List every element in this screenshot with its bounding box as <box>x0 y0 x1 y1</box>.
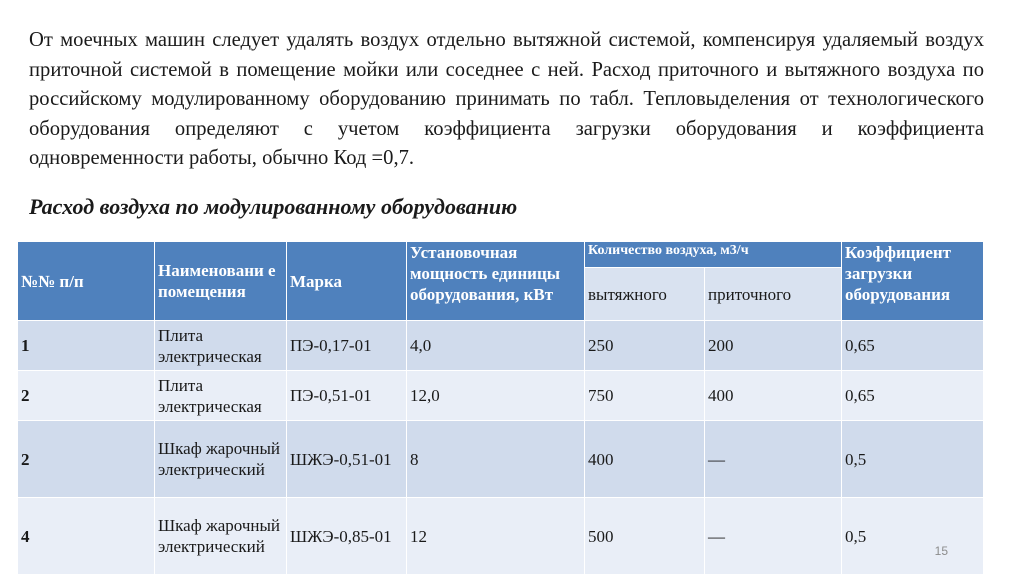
header-name: Наименовани е помещения <box>155 242 287 321</box>
body-paragraph: От моечных машин следует удалять воздух отдельно вытяжной системой, компенсируя удаляемый воздух приточной системой в помещение мойки или соседнее с ней. Расход приточного и вытяжного воздуха по российскому модулированному оборудованию принимать по табл. Тепловыделения от технологического оборудования определяют с учетом коэффициента загрузки оборудования и коэффициента одновременности работы, обычно Код =0,7. <box>29 29 984 170</box>
cell-supply: — <box>705 498 842 575</box>
cell-supply: 400 <box>705 371 842 421</box>
cell-brand: ШЖЭ-0,85-01 <box>287 498 407 575</box>
cell-num: 2 <box>18 421 155 498</box>
header-num: №№ п/п <box>18 242 155 321</box>
cell-coef: 0,65 <box>842 321 984 371</box>
cell-supply: 200 <box>705 321 842 371</box>
cell-supply: — <box>705 421 842 498</box>
cell-name: Плита электрическая <box>155 321 287 371</box>
section-heading: Расход воздуха по модулированному оборудованию <box>29 194 518 219</box>
header-supply: приточного <box>705 268 842 321</box>
cell-coef: 0,65 <box>842 371 984 421</box>
table-row <box>18 321 984 371</box>
cell-num: 2 <box>18 371 155 421</box>
cell-name: Шкаф жарочный электрический <box>155 421 287 498</box>
cell-brand: ПЭ-0,51-01 <box>287 371 407 421</box>
cell-brand: ШЖЭ-0,51-01 <box>287 421 407 498</box>
cell-brand: ПЭ-0,17-01 <box>287 321 407 371</box>
cell-num: 1 <box>18 321 155 371</box>
table-row <box>18 421 984 498</box>
table-row <box>18 498 984 575</box>
cell-coef: 0,5 <box>842 498 984 575</box>
cell-power: 4,0 <box>407 321 585 371</box>
table-row <box>18 371 984 421</box>
air-flow-table <box>17 241 984 575</box>
header-exhaust: вытяжного <box>585 268 705 321</box>
header-air-amount: Количество воздуха, м3/ч <box>585 242 842 268</box>
header-power: Установочная мощность единицы оборудования, кВт <box>407 242 585 321</box>
cell-exhaust: 750 <box>585 371 705 421</box>
cell-power: 12 <box>407 498 585 575</box>
cell-exhaust: 250 <box>585 321 705 371</box>
cell-power: 12,0 <box>407 371 585 421</box>
header-coef: Коэффициент загрузки оборудования <box>842 242 984 321</box>
cell-num: 4 <box>18 498 155 575</box>
page-number: 15 <box>934 544 948 558</box>
cell-exhaust: 500 <box>585 498 705 575</box>
cell-name: Плита электрическая <box>155 371 287 421</box>
cell-exhaust: 400 <box>585 421 705 498</box>
cell-power: 8 <box>407 421 585 498</box>
cell-name: Шкаф жарочный электрический <box>155 498 287 575</box>
header-brand: Марка <box>287 242 407 321</box>
table-header-row <box>18 242 984 268</box>
cell-coef: 0,5 <box>842 421 984 498</box>
